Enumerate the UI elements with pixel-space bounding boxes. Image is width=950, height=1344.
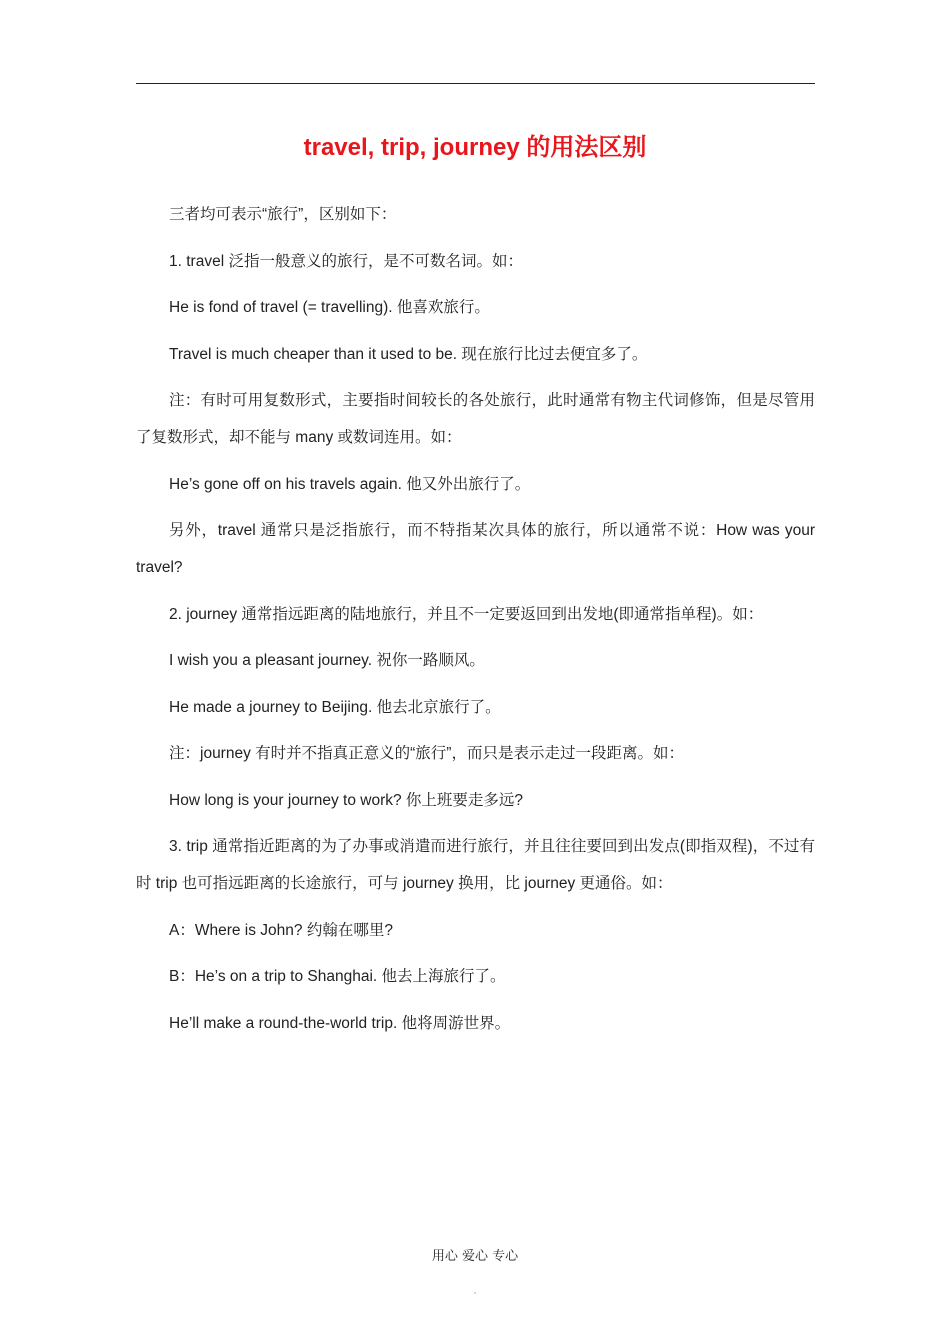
header-rule xyxy=(136,83,815,84)
paragraph: 注：journey 有时并不指真正意义的“旅行”，而只是表示走过一段距离。如： xyxy=(169,745,684,762)
paragraph: 3. trip 通常指近距离的为了办事或消遣而进行旅行，并且往往要回到出发点(即指双程)，不过有时 trip 也可指远距离的长途旅行，可与 journey 换用，比 journey 更通俗。如： xyxy=(136,838,815,892)
paragraph: A：Where is John? 约翰在哪里? xyxy=(169,921,393,939)
paragraph: He is fond of travel (= travelling). 他喜欢旅行。 xyxy=(169,299,490,316)
paragraph: 1. travel 泛指一般意义的旅行，是不可数名词。如： xyxy=(169,252,523,270)
page-footer: 用心 爱心 专心 xyxy=(431,1249,519,1264)
paragraph: 三者均可表示“旅行”，区别如下： xyxy=(169,206,397,223)
paragraph: 2. journey 通常指远距离的陆地旅行，并且不一定要返回到出发地(即通常指单程)。如： xyxy=(169,605,764,623)
paragraph: B：He’s on a trip to Shanghai. 他去上海旅行了。 xyxy=(169,968,506,985)
document-body xyxy=(136,196,815,1051)
paragraph: He’ll make a round-the-world trip. 他将周游世界。 xyxy=(169,1014,511,1032)
document-title: travel, trip, journey 的用法区别 xyxy=(303,134,647,161)
page-marker-dot xyxy=(474,1292,476,1294)
paragraph: He’s gone off on his travels again. 他又外出旅行了。 xyxy=(169,475,531,493)
paragraph: Travel is much cheaper than it used to be. 现在旅行比过去便宜多了。 xyxy=(169,345,648,363)
paragraph: He made a journey to Beijing. 他去北京旅行了。 xyxy=(169,698,501,716)
paragraph: 注：有时可用复数形式，主要指时间较长的各处旅行，此时通常有物主代词修饰，但是尽管用了复数形式，却不能与 many 或数词连用。如： xyxy=(136,392,815,446)
paragraph: How long is your journey to work? 你上班要走多远? xyxy=(169,791,524,809)
paragraph: I wish you a pleasant journey. 祝你一路顺风。 xyxy=(169,652,485,669)
paragraph: 另外，travel 通常只是泛指旅行，而不特指某次具体的旅行，所以通常不说：How was your travel? xyxy=(136,522,815,576)
